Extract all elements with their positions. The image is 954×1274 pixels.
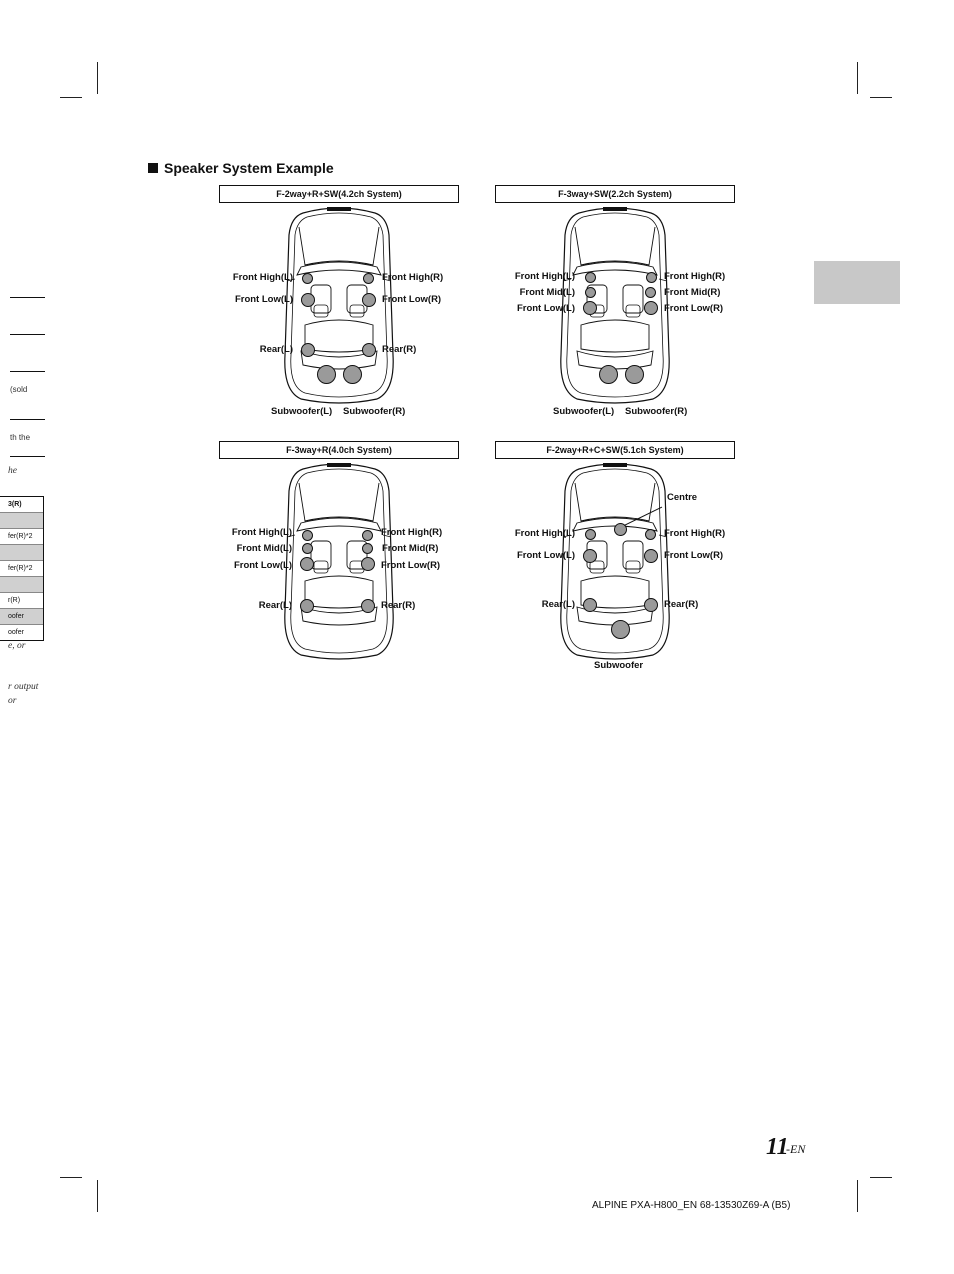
spill-text: r output (8, 682, 39, 692)
front-low-right-label: Front Low(R) (381, 560, 441, 571)
rear-right-speaker (361, 599, 375, 613)
front-high-left-speaker (302, 273, 313, 284)
section-title-text: Speaker System Example (164, 160, 334, 176)
subwoofer-speaker (611, 620, 630, 639)
front-low-right-label: Front Low(R) (382, 294, 442, 305)
diagram-title: F-2way+R+SW(4.2ch System) (219, 185, 459, 203)
subwoofer-left-label: Subwoofer(L) (553, 406, 615, 417)
front-mid-right-label: Front Mid(R) (664, 287, 721, 298)
subwoofer-left-speaker (599, 365, 618, 384)
front-high-left-label: Front High(L) (514, 528, 575, 539)
subwoofer-right-speaker (343, 365, 362, 384)
front-low-right-speaker (361, 557, 375, 571)
front-high-left-label: Front High(L) (232, 272, 293, 283)
front-low-right-speaker (644, 549, 658, 563)
front-low-left-label: Front Low(L) (234, 294, 293, 305)
rear-right-speaker (362, 343, 376, 357)
spill-table-row: r(R) (0, 593, 43, 609)
spill-table-row (0, 513, 43, 529)
diagram-title: F-3way+SW(2.2ch System) (495, 185, 735, 203)
subwoofer-right-label: Subwoofer(R) (343, 406, 406, 417)
front-low-left-label: Front Low(L) (516, 303, 575, 314)
centre-label: Centre (667, 492, 698, 503)
spill-table-row (0, 577, 43, 593)
spill-rule (10, 456, 45, 457)
front-high-right-label: Front High(R) (381, 527, 443, 538)
front-mid-right-speaker (362, 543, 373, 554)
front-mid-right-speaker (645, 287, 656, 298)
spill-table-row: fer(R)*2 (0, 561, 43, 577)
spill-table-row: fer(R)*2 (0, 529, 43, 545)
front-high-left-speaker (302, 530, 313, 541)
rear-left-speaker (300, 599, 314, 613)
rear-right-label: Rear(R) (381, 600, 416, 611)
subwoofer-left-speaker (317, 365, 336, 384)
crop-mark (870, 97, 892, 98)
front-mid-left-speaker (585, 287, 596, 298)
crop-mark (870, 1177, 892, 1178)
footer-doc-id: ALPINE PXA-H800_EN 68-13530Z69-A (B5) (592, 1200, 791, 1211)
section-heading (148, 158, 334, 178)
diagram-4-0ch (219, 441, 459, 691)
front-mid-left-speaker (302, 543, 313, 554)
page-number: 11 (766, 1134, 789, 1160)
spill-text: (sold (10, 385, 28, 394)
subwoofer-left-label: Subwoofer(L) (271, 406, 333, 417)
spill-rule (10, 334, 45, 335)
rear-left-speaker (583, 598, 597, 612)
spill-text: he (8, 466, 17, 476)
rear-left-speaker (301, 343, 315, 357)
front-high-left-label: Front High(L) (231, 527, 292, 538)
rear-left-label: Rear(L) (259, 344, 293, 355)
spill-table-row (0, 545, 43, 561)
diagram-2-2ch (495, 185, 735, 435)
front-mid-left-label: Front Mid(L) (519, 287, 575, 298)
subwoofer-right-label: Subwoofer(R) (625, 406, 688, 417)
crop-mark (60, 97, 82, 98)
front-high-left-speaker (585, 529, 596, 540)
front-low-right-speaker (644, 301, 658, 315)
diagram-title: F-3way+R(4.0ch System) (219, 441, 459, 459)
section-tab (814, 261, 900, 304)
front-low-left-speaker (300, 557, 314, 571)
front-high-right-speaker (363, 273, 374, 284)
rear-right-speaker (644, 598, 658, 612)
rear-right-label: Rear(R) (382, 344, 417, 355)
crop-mark (97, 1180, 98, 1212)
front-mid-right-label: Front Mid(R) (382, 543, 439, 554)
front-high-left-label: Front High(L) (514, 271, 575, 282)
front-low-right-label: Front Low(R) (664, 303, 724, 314)
spill-rule (10, 371, 45, 372)
subwoofer-label: Subwoofer (594, 660, 644, 671)
spill-table-row: oofer (0, 609, 43, 625)
crop-mark (97, 62, 98, 94)
car-outline (281, 461, 397, 661)
front-low-left-speaker (301, 293, 315, 307)
rear-left-label: Rear(L) (541, 599, 575, 610)
spill-table-row: 3(R) (0, 497, 43, 513)
front-low-left-speaker (583, 301, 597, 315)
spill-table-row: oofer (8, 629, 24, 636)
diagram-5-1ch (495, 441, 735, 691)
spill-text: e, or (8, 641, 26, 651)
front-high-right-speaker (646, 272, 657, 283)
front-high-right-label: Front High(R) (664, 528, 726, 539)
spill-text: th the (10, 433, 31, 442)
spill-text: or (8, 696, 17, 706)
spill-rule (10, 297, 45, 298)
front-low-right-speaker (362, 293, 376, 307)
front-high-right-label: Front High(R) (664, 271, 726, 282)
page-language-suffix: -EN (786, 1142, 806, 1156)
front-high-right-speaker (645, 529, 656, 540)
subwoofer-right-speaker (625, 365, 644, 384)
spill-table (0, 496, 44, 641)
front-low-left-speaker (583, 549, 597, 563)
car-outline (281, 205, 397, 405)
spill-rule (10, 419, 45, 420)
front-high-right-label: Front High(R) (382, 272, 444, 283)
crop-mark (60, 1177, 82, 1178)
rear-left-label: Rear(L) (258, 600, 292, 611)
front-high-right-speaker (362, 530, 373, 541)
rear-right-label: Rear(R) (664, 599, 699, 610)
crop-mark (857, 1180, 858, 1212)
front-mid-left-label: Front Mid(L) (236, 543, 292, 554)
diagram-title: F-2way+R+C+SW(5.1ch System) (495, 441, 735, 459)
front-low-left-label: Front Low(L) (233, 560, 292, 571)
square-bullet-icon (148, 163, 158, 173)
front-high-left-speaker (585, 272, 596, 283)
front-low-left-label: Front Low(L) (516, 550, 575, 561)
front-low-right-label: Front Low(R) (664, 550, 724, 561)
diagram-4-2ch (219, 185, 459, 435)
crop-mark (857, 62, 858, 94)
